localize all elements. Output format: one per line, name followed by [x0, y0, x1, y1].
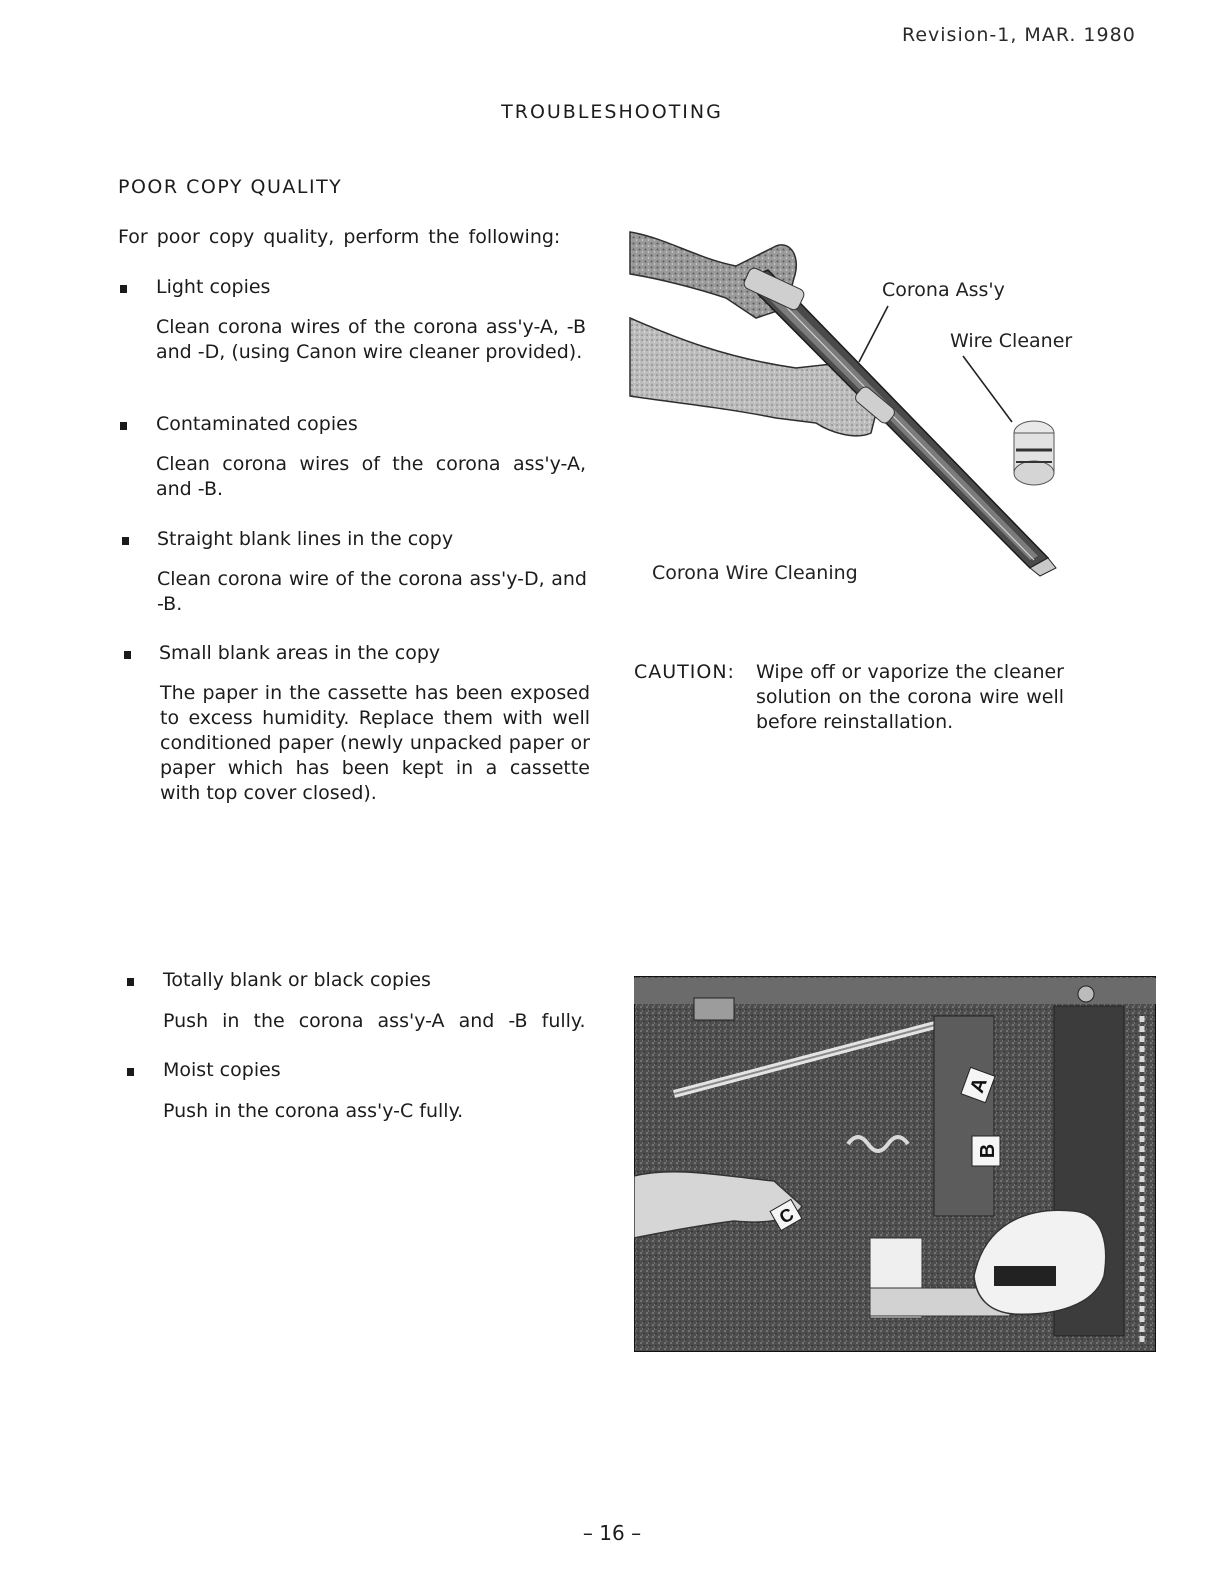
section-intro: For poor copy quality, perform the following: — [118, 226, 561, 248]
item-description: Push in the corona ass'y-C fully. — [163, 1100, 464, 1122]
corona-assy-label: Corona Ass'y — [882, 279, 1005, 301]
item-heading: Moist copies — [163, 1059, 281, 1081]
item-heading: Straight blank lines in the copy — [157, 528, 454, 550]
item-description: Clean corona wires of the corona ass'y-A, and -B. — [156, 453, 586, 500]
item-heading: Totally blank or black copies — [163, 969, 431, 991]
item-description: The paper in the cassette has been exposed to excess humidity. Replace them with well conditioned paper (newly unpacked paper or paper which has been kept in a cassette with top cover closed). — [160, 682, 590, 804]
bullet-icon — [124, 651, 131, 659]
marker-b: B — [977, 1143, 999, 1159]
bullet-icon — [127, 1068, 134, 1076]
item-description: Clean corona wires of the corona ass'y-A, -B and -D, (using Canon wire cleaner provided). — [156, 316, 586, 363]
item-heading: Light copies — [156, 276, 271, 298]
item-heading: Small blank areas in the copy — [159, 642, 441, 664]
bullet-icon — [120, 422, 127, 430]
marker-c: C — [775, 1203, 798, 1228]
bullet-icon — [127, 978, 134, 986]
item-heading: Contaminated copies — [156, 413, 358, 435]
item-description: Push in the corona ass'y-A and -B fully. — [163, 1010, 586, 1032]
corona-wire-cleaning-photo — [626, 218, 1126, 578]
revision-note: Revision-1, MAR. 1980 — [902, 24, 1136, 46]
bullet-icon — [120, 285, 127, 293]
marker-a: A — [966, 1074, 992, 1096]
bullet-icon — [122, 537, 129, 545]
item-description: Clean corona wire of the corona ass'y-D, and -B. — [157, 568, 587, 615]
section-title: POOR COPY QUALITY — [118, 176, 343, 198]
caution-text: Wipe off or vaporize the cleaner solution on the corona wire well before reinstallation. — [756, 661, 1064, 733]
wire-cleaner-label: Wire Cleaner — [950, 330, 1073, 352]
corona-assembly-photo — [634, 976, 1156, 1352]
caution-label: CAUTION: — [634, 661, 735, 683]
figure-caption: Corona Wire Cleaning — [652, 562, 858, 584]
page-title: TROUBLESHOOTING — [501, 101, 723, 123]
page-number: – 16 – — [582, 1521, 642, 1545]
